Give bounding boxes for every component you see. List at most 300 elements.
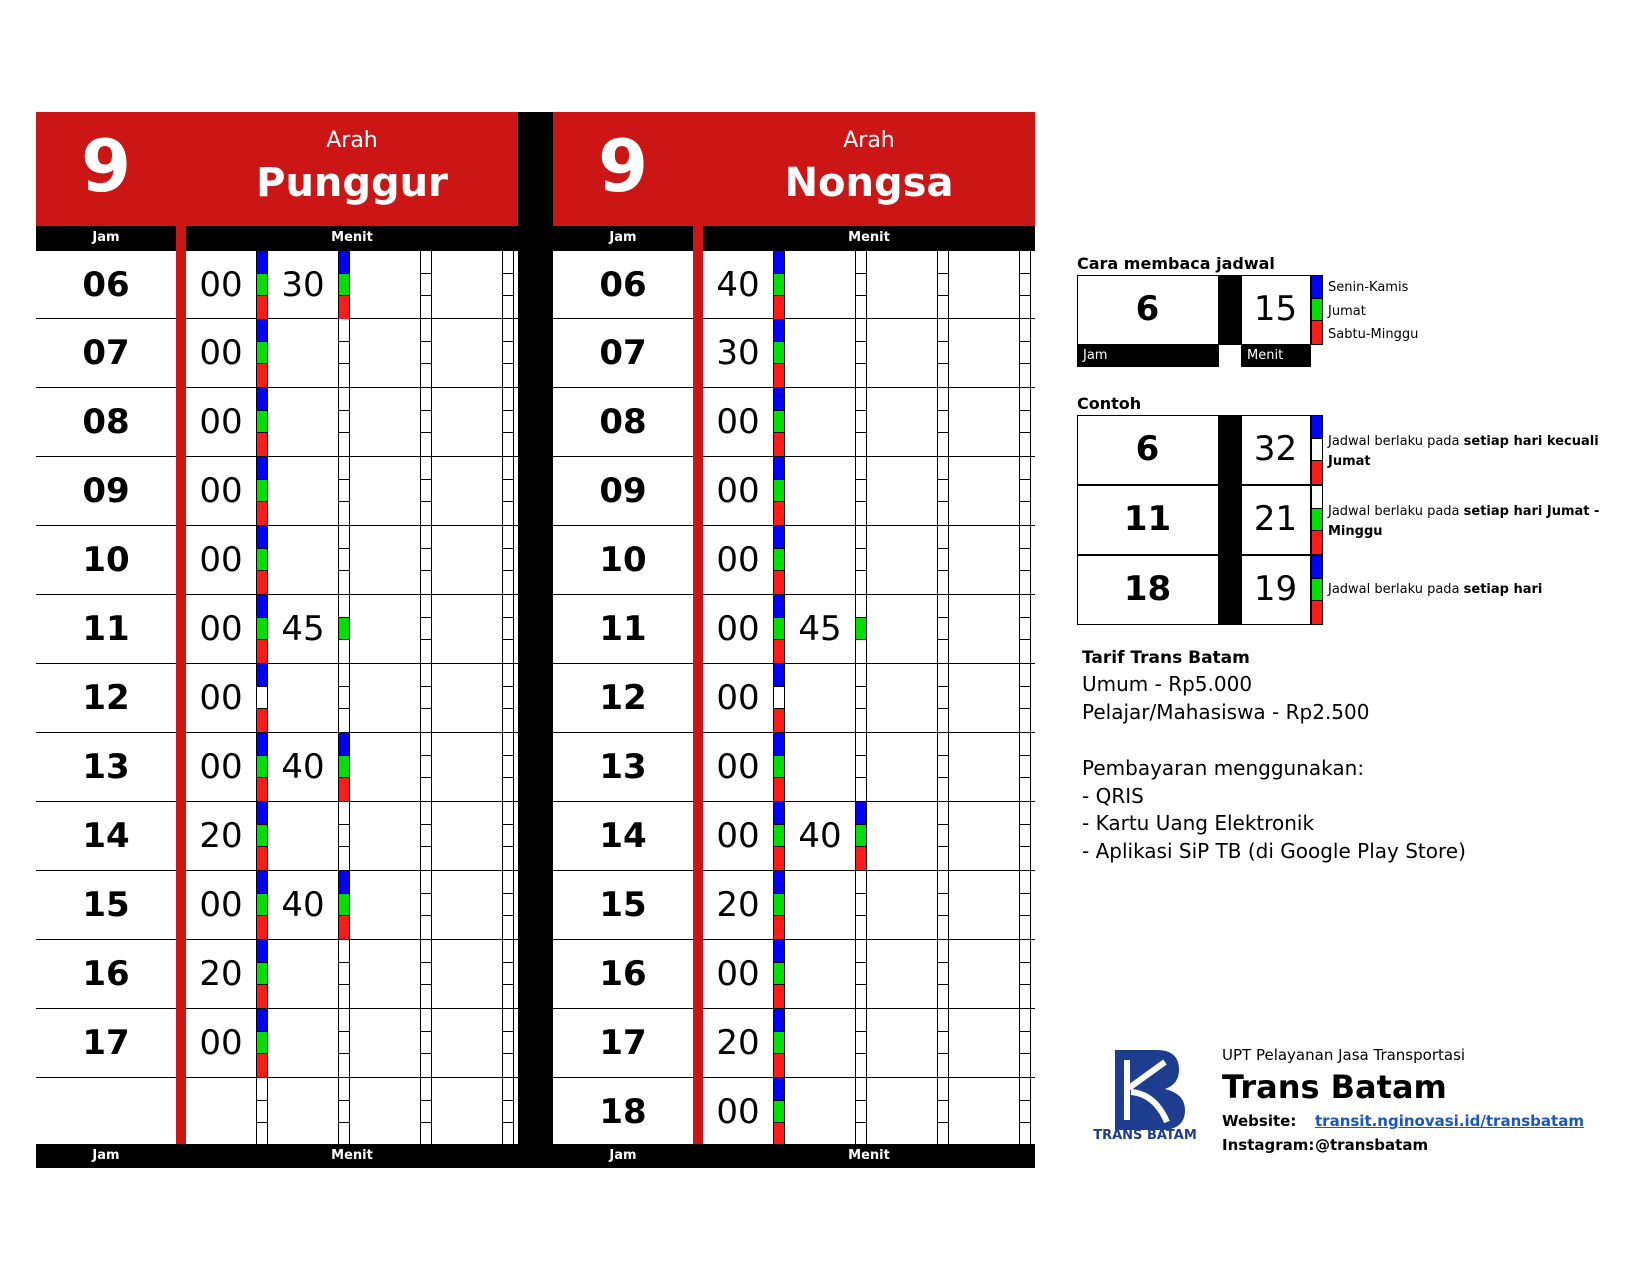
strip-sabtu-minggu [339, 1054, 349, 1077]
strip-senin-kamis [938, 251, 948, 274]
payment-title: Pembayaran menggunakan: [1082, 756, 1365, 780]
minute-cell: 00 [199, 540, 243, 580]
schedule-row [553, 526, 1035, 595]
day-strip [1019, 871, 1031, 939]
day-strip [773, 457, 785, 525]
strip-jumat [503, 963, 513, 986]
strip-jumat [503, 894, 513, 917]
strip-senin-kamis [503, 319, 513, 342]
day-strip [1019, 1009, 1031, 1077]
strip-senin-kamis [257, 664, 267, 687]
strip-senin-kamis [421, 733, 431, 756]
strip-jumat [421, 618, 431, 641]
strip-sabtu-minggu [339, 916, 349, 939]
example-text: Jadwal berlaku pada [1328, 504, 1464, 519]
examples-title: Contoh [1077, 394, 1142, 413]
strip-jumat [856, 480, 866, 503]
schedule-row [36, 871, 518, 940]
strip-sabtu-minggu [774, 433, 784, 456]
strip-jumat [774, 411, 784, 434]
day-strip [256, 251, 268, 319]
strip-jumat [339, 894, 349, 917]
strip-jumat [421, 411, 431, 434]
day-strip [937, 388, 949, 456]
strip-sabtu-minggu [856, 640, 866, 663]
hour-cell: 13 [599, 747, 647, 787]
strip-sabtu-minggu [1020, 502, 1030, 525]
day-strip [937, 733, 949, 801]
strip-jumat [938, 1032, 948, 1055]
minute-cell [268, 526, 338, 594]
strip-sabtu-minggu [257, 916, 267, 939]
minute-cell [949, 251, 1019, 319]
strip-jumat [1020, 756, 1030, 779]
strip-jumat [856, 825, 866, 848]
day-strip [1019, 319, 1031, 387]
minute-cell: 20 [716, 885, 760, 925]
schedule-row [36, 250, 518, 319]
strip-sabtu-minggu [421, 433, 431, 456]
destination-title: Nongsa [784, 160, 954, 206]
strip-sabtu-minggu [421, 985, 431, 1008]
strip-jumat [1020, 549, 1030, 572]
strip-jumat [421, 1032, 431, 1055]
column-header-top [36, 226, 518, 250]
minute-cell [785, 457, 855, 525]
strip-senin-kamis [774, 802, 784, 825]
strip-senin-kamis [1312, 276, 1322, 299]
strip-senin-kamis [938, 1009, 948, 1032]
day-strip [420, 251, 432, 319]
strip-jumat [421, 894, 431, 917]
strip-senin-kamis [856, 733, 866, 756]
day-strip [420, 733, 432, 801]
jam-footer: Jam [609, 1148, 637, 1163]
hour-cell: 15 [599, 885, 647, 925]
strip-jumat [938, 480, 948, 503]
day-strip [338, 871, 350, 939]
strip-senin-kamis [774, 251, 784, 274]
example-hour-box [1077, 555, 1219, 625]
day-strip [1019, 1078, 1031, 1146]
legend-menit-label: Menit [1247, 348, 1284, 363]
website-label: Website: [1222, 1112, 1297, 1130]
strip-sabtu-minggu [774, 502, 784, 525]
minute-cell [867, 595, 937, 663]
schedule-row [553, 940, 1035, 1009]
strip-sabtu-minggu [257, 571, 267, 594]
schedule-row [36, 940, 518, 1009]
strip-senin-kamis [503, 940, 513, 963]
day-strip [338, 319, 350, 387]
strip-jumat [856, 687, 866, 710]
strip-senin-kamis [257, 1078, 267, 1101]
strip-senin-kamis [503, 251, 513, 274]
schedule-row [36, 802, 518, 871]
strip-jumat [1020, 963, 1030, 986]
strip-jumat [257, 342, 267, 365]
strip-jumat [938, 1101, 948, 1124]
minute-cell [867, 388, 937, 456]
strip-sabtu-minggu [257, 433, 267, 456]
day-strip [773, 595, 785, 663]
minute-cell [432, 940, 502, 1008]
day-strip [1019, 595, 1031, 663]
strip-jumat [421, 756, 431, 779]
minute-cell: 40 [281, 885, 325, 925]
day-strip [937, 871, 949, 939]
strip-jumat [503, 618, 513, 641]
hour-cell: 14 [599, 816, 647, 856]
strip-sabtu-minggu [774, 778, 784, 801]
minute-cell [350, 664, 420, 732]
minute-cell [350, 1078, 420, 1146]
minute-cell [350, 733, 420, 801]
strip-sabtu-minggu [1020, 778, 1030, 801]
schedule-row [36, 526, 518, 595]
strip-senin-kamis [774, 733, 784, 756]
minute-cell [432, 251, 502, 319]
minute-cell [268, 940, 338, 1008]
example-text: Jadwal berlaku pada [1328, 582, 1464, 597]
minute-cell [867, 733, 937, 801]
strip-senin-kamis [257, 733, 267, 756]
strip-senin-kamis [339, 1078, 349, 1101]
strip-sabtu-minggu [1020, 847, 1030, 870]
day-strip [1019, 457, 1031, 525]
minute-cell [350, 251, 420, 319]
strip-jumat [856, 894, 866, 917]
menit-header: Menit [848, 230, 890, 245]
minute-cell: 00 [199, 1023, 243, 1063]
strip-senin-kamis [421, 595, 431, 618]
strip-senin-kamis [938, 871, 948, 894]
strip-senin-kamis [421, 319, 431, 342]
strip-senin-kamis [257, 526, 267, 549]
day-strip [256, 733, 268, 801]
strip-jumat [774, 1032, 784, 1055]
strip-senin-kamis [339, 457, 349, 480]
minute-cell: 20 [199, 954, 243, 994]
strip-jumat [339, 1101, 349, 1124]
minute-cell [785, 664, 855, 732]
strip-sabtu-minggu [1020, 364, 1030, 387]
example-text-bold: setiap hari [1463, 582, 1543, 597]
hour-cell: 07 [82, 333, 130, 373]
day-strip [855, 457, 867, 525]
day-strip [855, 388, 867, 456]
day-strip [502, 940, 514, 1008]
day-strip [855, 664, 867, 732]
minute-cell [785, 388, 855, 456]
strip-senin-kamis [257, 251, 267, 274]
strip-sabtu-minggu [421, 1054, 431, 1077]
day-strip [502, 1009, 514, 1077]
day-strip [420, 802, 432, 870]
strip-sabtu-minggu [774, 571, 784, 594]
minute-cell [949, 802, 1019, 870]
strip-senin-kamis [257, 940, 267, 963]
day-strip [502, 388, 514, 456]
strip-senin-kamis [774, 871, 784, 894]
legend-hour-box [1077, 275, 1219, 345]
strip-jumat [503, 342, 513, 365]
strip-senin-kamis [938, 457, 948, 480]
minute-cell [949, 388, 1019, 456]
day-strip [773, 526, 785, 594]
minute-cell [867, 1009, 937, 1077]
example-hour: 6 [1135, 429, 1160, 469]
org-name: UPT Pelayanan Jasa Transportasi [1222, 1046, 1466, 1064]
strip-jumat [938, 894, 948, 917]
strip-jumat [1312, 439, 1322, 462]
strip-senin-kamis [421, 940, 431, 963]
minute-cell [350, 388, 420, 456]
minute-cell [268, 1009, 338, 1077]
day-strip [773, 664, 785, 732]
strip-jumat [774, 894, 784, 917]
legend-day-senin-kamis: Senin-Kamis [1328, 280, 1409, 295]
legend-jam-bar [1077, 345, 1219, 367]
day-strip [937, 457, 949, 525]
example-hour: 18 [1123, 569, 1172, 609]
strip-sabtu-minggu [257, 1054, 267, 1077]
timetable-nongsa [553, 112, 1035, 1168]
minute-cell [949, 1078, 1019, 1146]
day-strip [420, 457, 432, 525]
strip-sabtu-minggu [421, 1123, 431, 1146]
hour-cell: 06 [599, 265, 647, 305]
route-number: 9 [597, 124, 649, 208]
minute-cell [350, 595, 420, 663]
day-strip [338, 388, 350, 456]
strip-jumat [856, 963, 866, 986]
strip-jumat [257, 756, 267, 779]
strip-sabtu-minggu [938, 640, 948, 663]
day-strip [256, 526, 268, 594]
minute-cell [350, 319, 420, 387]
strip-sabtu-minggu [774, 709, 784, 732]
strip-senin-kamis [1020, 940, 1030, 963]
strip-sabtu-minggu [257, 640, 267, 663]
strip-sabtu-minggu [339, 296, 349, 319]
strip-sabtu-minggu [938, 364, 948, 387]
day-strip [256, 457, 268, 525]
strip-senin-kamis [1020, 802, 1030, 825]
minute-cell [949, 1009, 1019, 1077]
strip-sabtu-minggu [503, 916, 513, 939]
strip-sabtu-minggu [938, 502, 948, 525]
day-strip [256, 595, 268, 663]
minute-cell [432, 388, 502, 456]
instagram-label: Instagram: [1222, 1136, 1315, 1154]
strip-sabtu-minggu [503, 571, 513, 594]
strip-sabtu-minggu [257, 847, 267, 870]
legend-separator [1219, 275, 1241, 345]
strip-jumat [774, 756, 784, 779]
legend-minute-box [1241, 275, 1311, 345]
strip-jumat [257, 1032, 267, 1055]
strip-sabtu-minggu [339, 433, 349, 456]
column-separator [176, 226, 186, 1168]
minute-cell: 40 [716, 265, 760, 305]
strip-jumat [1312, 509, 1322, 532]
minute-cell [268, 388, 338, 456]
menit-footer: Menit [848, 1148, 890, 1163]
minute-cell: 00 [199, 471, 243, 511]
minute-cell [949, 595, 1019, 663]
strip-senin-kamis [339, 251, 349, 274]
strip-sabtu-minggu [856, 571, 866, 594]
hour-cell: 11 [82, 609, 130, 649]
minute-cell [350, 802, 420, 870]
minute-cell: 45 [281, 609, 325, 649]
strip-senin-kamis [339, 1009, 349, 1032]
day-strip [502, 733, 514, 801]
minute-cell [350, 457, 420, 525]
strip-jumat [1020, 274, 1030, 297]
strip-sabtu-minggu [339, 847, 349, 870]
example-minute-box [1241, 555, 1311, 625]
strip-senin-kamis [938, 526, 948, 549]
strip-jumat [421, 687, 431, 710]
strip-jumat [774, 480, 784, 503]
strip-senin-kamis [1020, 664, 1030, 687]
strip-jumat [1020, 687, 1030, 710]
legend-day-sabtu-minggu: Sabtu-Minggu [1328, 327, 1419, 342]
strip-senin-kamis [503, 664, 513, 687]
strip-jumat [1020, 1032, 1030, 1055]
strip-senin-kamis [774, 526, 784, 549]
example-text-bold: setiap hari kecuali Jumat [1328, 434, 1599, 469]
schedule-row [36, 319, 518, 388]
strip-jumat [339, 1032, 349, 1055]
strip-jumat [1020, 825, 1030, 848]
schedule-row [36, 733, 518, 802]
hour-cell: 07 [599, 333, 647, 373]
strip-jumat [774, 618, 784, 641]
strip-senin-kamis [503, 802, 513, 825]
strip-sabtu-minggu [421, 502, 431, 525]
strip-sabtu-minggu [1312, 461, 1322, 484]
arah-label: Arah [326, 128, 378, 153]
hour-cell: 09 [599, 471, 647, 511]
day-strip [256, 1009, 268, 1077]
hour-cell: 08 [599, 402, 647, 442]
strip-jumat [257, 480, 267, 503]
schedule-row [36, 595, 518, 664]
strip-senin-kamis [421, 802, 431, 825]
tariff-pelajar: Pelajar/Mahasiswa - Rp2.500 [1082, 700, 1370, 724]
strip-senin-kamis [1020, 251, 1030, 274]
strip-sabtu-minggu [503, 709, 513, 732]
day-strip [338, 1009, 350, 1077]
hour-cell: 14 [82, 816, 130, 856]
strip-senin-kamis [257, 871, 267, 894]
strip-sabtu-minggu [339, 640, 349, 663]
strip-sabtu-minggu [774, 916, 784, 939]
logo-text: TRANS BATAM [1093, 1128, 1197, 1143]
strip-jumat [503, 274, 513, 297]
payment-qris: - QRIS [1082, 784, 1144, 808]
strip-senin-kamis [503, 388, 513, 411]
strip-sabtu-minggu [421, 778, 431, 801]
day-strip [420, 319, 432, 387]
strip-sabtu-minggu [421, 709, 431, 732]
day-strip [256, 319, 268, 387]
strip-sabtu-minggu [257, 778, 267, 801]
strip-jumat [257, 411, 267, 434]
website-link[interactable]: transit.nginovasi.id/transbatam [1315, 1112, 1584, 1130]
schedule-row [553, 733, 1035, 802]
strip-sabtu-minggu [503, 778, 513, 801]
strip-senin-kamis [938, 388, 948, 411]
strip-jumat [339, 274, 349, 297]
strip-jumat [503, 480, 513, 503]
day-strip [502, 457, 514, 525]
strip-senin-kamis [1020, 1009, 1030, 1032]
strip-sabtu-minggu [503, 985, 513, 1008]
example-minute-box [1241, 415, 1311, 485]
minute-cell: 00 [199, 402, 243, 442]
schedule-row [553, 1078, 1035, 1147]
day-strip [420, 1078, 432, 1146]
minute-cell: 45 [798, 609, 842, 649]
strip-sabtu-minggu [503, 1054, 513, 1077]
strip-jumat [774, 963, 784, 986]
legend-jam-label: Jam [1083, 348, 1108, 363]
strip-senin-kamis [1020, 1078, 1030, 1101]
day-strip [937, 940, 949, 1008]
strip-jumat [503, 549, 513, 572]
strip-sabtu-minggu [1020, 1123, 1030, 1146]
example-day-strip [1311, 415, 1323, 485]
hour-cell: 16 [599, 954, 647, 994]
minute-cell [432, 319, 502, 387]
strip-jumat [856, 411, 866, 434]
strip-sabtu-minggu [339, 778, 349, 801]
strip-senin-kamis [1020, 457, 1030, 480]
strip-senin-kamis [339, 940, 349, 963]
day-strip [502, 1078, 514, 1146]
example-minute: 19 [1253, 569, 1298, 609]
strip-jumat [938, 963, 948, 986]
hour-cell [36, 1078, 176, 1146]
minute-cell [785, 526, 855, 594]
day-strip [1019, 664, 1031, 732]
day-strip [420, 595, 432, 663]
schedule-row [36, 1078, 518, 1147]
strip-jumat [503, 756, 513, 779]
strip-senin-kamis [856, 595, 866, 618]
strip-jumat [938, 411, 948, 434]
schedule-row [553, 595, 1035, 664]
minute-cell [867, 871, 937, 939]
minute-cell [186, 1078, 256, 1146]
strip-senin-kamis [856, 1078, 866, 1101]
strip-sabtu-minggu [503, 433, 513, 456]
strip-senin-kamis [503, 595, 513, 618]
day-strip [937, 595, 949, 663]
minute-cell [350, 1009, 420, 1077]
strip-jumat [257, 825, 267, 848]
strip-senin-kamis [774, 595, 784, 618]
minute-cell [432, 457, 502, 525]
strip-senin-kamis [421, 1009, 431, 1032]
hour-cell: 10 [599, 540, 647, 580]
strip-senin-kamis [339, 802, 349, 825]
strip-sabtu-minggu [257, 364, 267, 387]
